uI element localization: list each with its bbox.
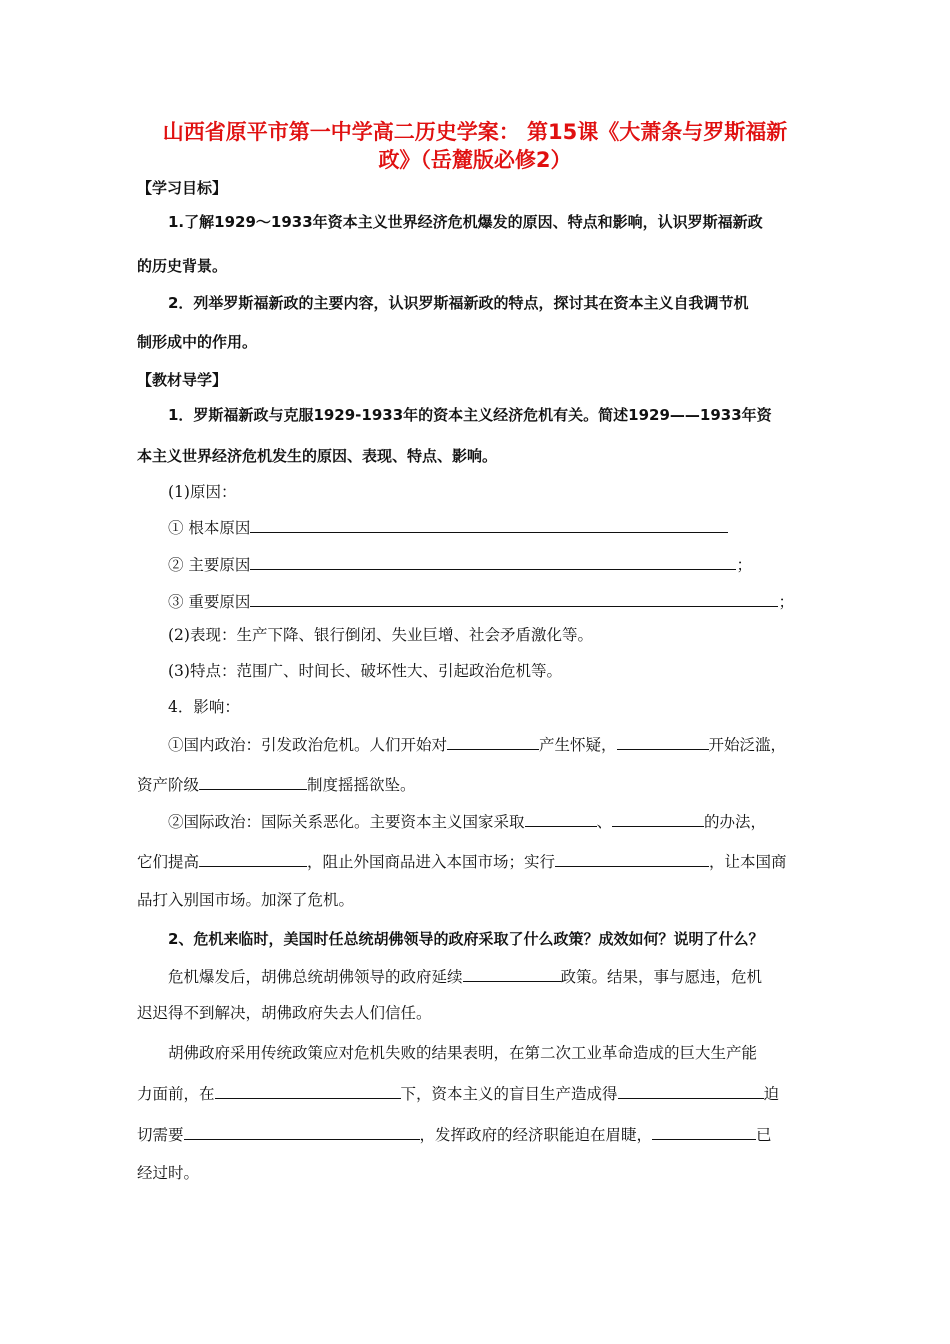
domestic-text-b: 产生怀疑，: [539, 736, 617, 754]
intl-text-a: ②国际政治：国际关系恶化。主要资本主义国家采取: [168, 813, 525, 831]
q2-para-2-row-1: 胡佛政府采用传统政策应对危机失败的结果表明，在第二次工业革命造成的巨大生产能: [168, 1044, 758, 1062]
q2-p2-text-e: 切需要: [137, 1126, 184, 1144]
manifestation-line: (2)表现：生产下降、银行倒闭、失业巨增、社会矛盾激化等。: [168, 626, 593, 644]
q2-p1-blank-1[interactable]: [463, 965, 561, 982]
intl-blank-3[interactable]: [199, 850, 307, 867]
intl-text-d: 它们提高: [137, 853, 200, 871]
domestic-blank-1[interactable]: [447, 733, 539, 750]
cause-2-row: [168, 553, 752, 575]
title-line-2: 政》（岳麓版必修2）: [378, 148, 572, 172]
domestic-impact-row-2: [137, 773, 416, 795]
q2-p2-text-c: 下，资本主义的盲目生产造成得: [400, 1085, 618, 1103]
domestic-blank-2[interactable]: [617, 733, 709, 750]
section-heading-goals: 【学习目标】: [137, 179, 228, 197]
domestic-text-c: 开始泛滥，: [708, 736, 787, 754]
q2-p2-text-b: 力面前，在: [137, 1085, 215, 1103]
cause-2-label: ② 主要原因: [168, 556, 251, 574]
feature-line: (3)特点：范围广、时间长、破坏性大、引起政治危机等。: [168, 662, 562, 680]
domestic-impact-row: [168, 733, 786, 755]
q2-p2-blank-1[interactable]: [215, 1082, 401, 1099]
international-impact-row-3: 品打入别国市场。加深了危机。: [137, 891, 355, 909]
domestic-text-e: 制度摇摇欲坠。: [307, 776, 416, 794]
q2-para-2-row-3: [137, 1123, 772, 1145]
intl-text-e: ，阻止外国商品进入本国市场；实行: [307, 853, 556, 871]
goal-1-line-1: 1.了解1929～1933年资本主义世界经济危机爆发的原因、特点和影响，认识罗斯福新政: [168, 213, 763, 231]
page-title: [120, 118, 830, 174]
q2-p2-blank-3[interactable]: [184, 1123, 420, 1140]
intl-blank-4[interactable]: [555, 850, 709, 867]
intl-blank-2[interactable]: [612, 810, 704, 827]
cause-heading: (1)原因：: [168, 483, 237, 501]
domestic-text-d: 资产阶级: [137, 776, 200, 794]
q2-para-1-row-2: 迟迟得不到解决，胡佛政府失去人们信任。: [137, 1004, 432, 1022]
goal-1-line-2: 的历史背景。: [137, 257, 228, 275]
cause-1-row: [168, 516, 728, 538]
section-heading-guide: 【教材导学】: [137, 371, 228, 389]
question-1-line-1: 1．罗斯福新政与克服1929-1933年的资本主义经济危机有关。简述1929——1933年资: [168, 406, 772, 424]
international-impact-row-2: [137, 850, 787, 872]
domestic-blank-3[interactable]: [199, 773, 307, 790]
intl-text-f: ，让本国商: [709, 853, 787, 871]
cause-2-blank[interactable]: [250, 553, 736, 570]
q2-p2-text-f: ，发挥政府的经济职能迫在眉睫，: [419, 1126, 653, 1144]
q2-para-2-row-4: 经过时。: [137, 1164, 200, 1182]
question-2-stem: 2、危机来临时，美国时任总统胡佛领导的政府采取了什么政策？成效如何？说明了什么？: [168, 930, 764, 948]
goal-2-line-2: 制形成中的作用。: [137, 333, 258, 351]
q2-p2-text-g: 已: [756, 1126, 772, 1144]
intl-text-b: 、: [596, 813, 613, 831]
q2-p2-blank-2[interactable]: [618, 1082, 764, 1099]
domestic-text-a: ①国内政治：引发政治危机。人们开始对: [168, 736, 448, 754]
title-line-1: 山西省原平市第一中学高二历史学案： 第15课《大萧条与罗斯福新: [162, 120, 788, 144]
intl-text-c: 的办法，: [704, 813, 767, 831]
international-impact-row: [168, 810, 766, 832]
q2-p1-text-a: 危机爆发后，胡佛总统胡佛领导的政府延续: [168, 968, 463, 986]
q2-para-1-row-1: [168, 965, 762, 987]
q2-p2-text-d: 迫: [763, 1085, 780, 1103]
goal-2-line-1: 2．列举罗斯福新政的主要内容，认识罗斯福新政的特点，探讨其在资本主义自我调节机: [168, 294, 749, 312]
cause-3-end: ；: [778, 593, 794, 611]
cause-1-blank[interactable]: [250, 516, 728, 533]
cause-3-row: [168, 590, 794, 612]
q2-para-2-row-2: [137, 1082, 779, 1104]
cause-3-blank[interactable]: [250, 590, 778, 607]
cause-2-end: ；: [736, 556, 752, 574]
cause-3-label: ③ 重要原因: [168, 593, 251, 611]
q2-p1-text-b: 政策。结果，事与愿违，危机: [560, 968, 763, 986]
cause-1-label: ① 根本原因: [168, 519, 251, 537]
q2-p2-blank-4[interactable]: [652, 1123, 756, 1140]
impact-heading: 4．影响：: [168, 698, 240, 716]
question-1-line-2: 本主义世界经济危机发生的原因、表现、特点、影响。: [137, 447, 498, 465]
intl-blank-1[interactable]: [525, 810, 597, 827]
